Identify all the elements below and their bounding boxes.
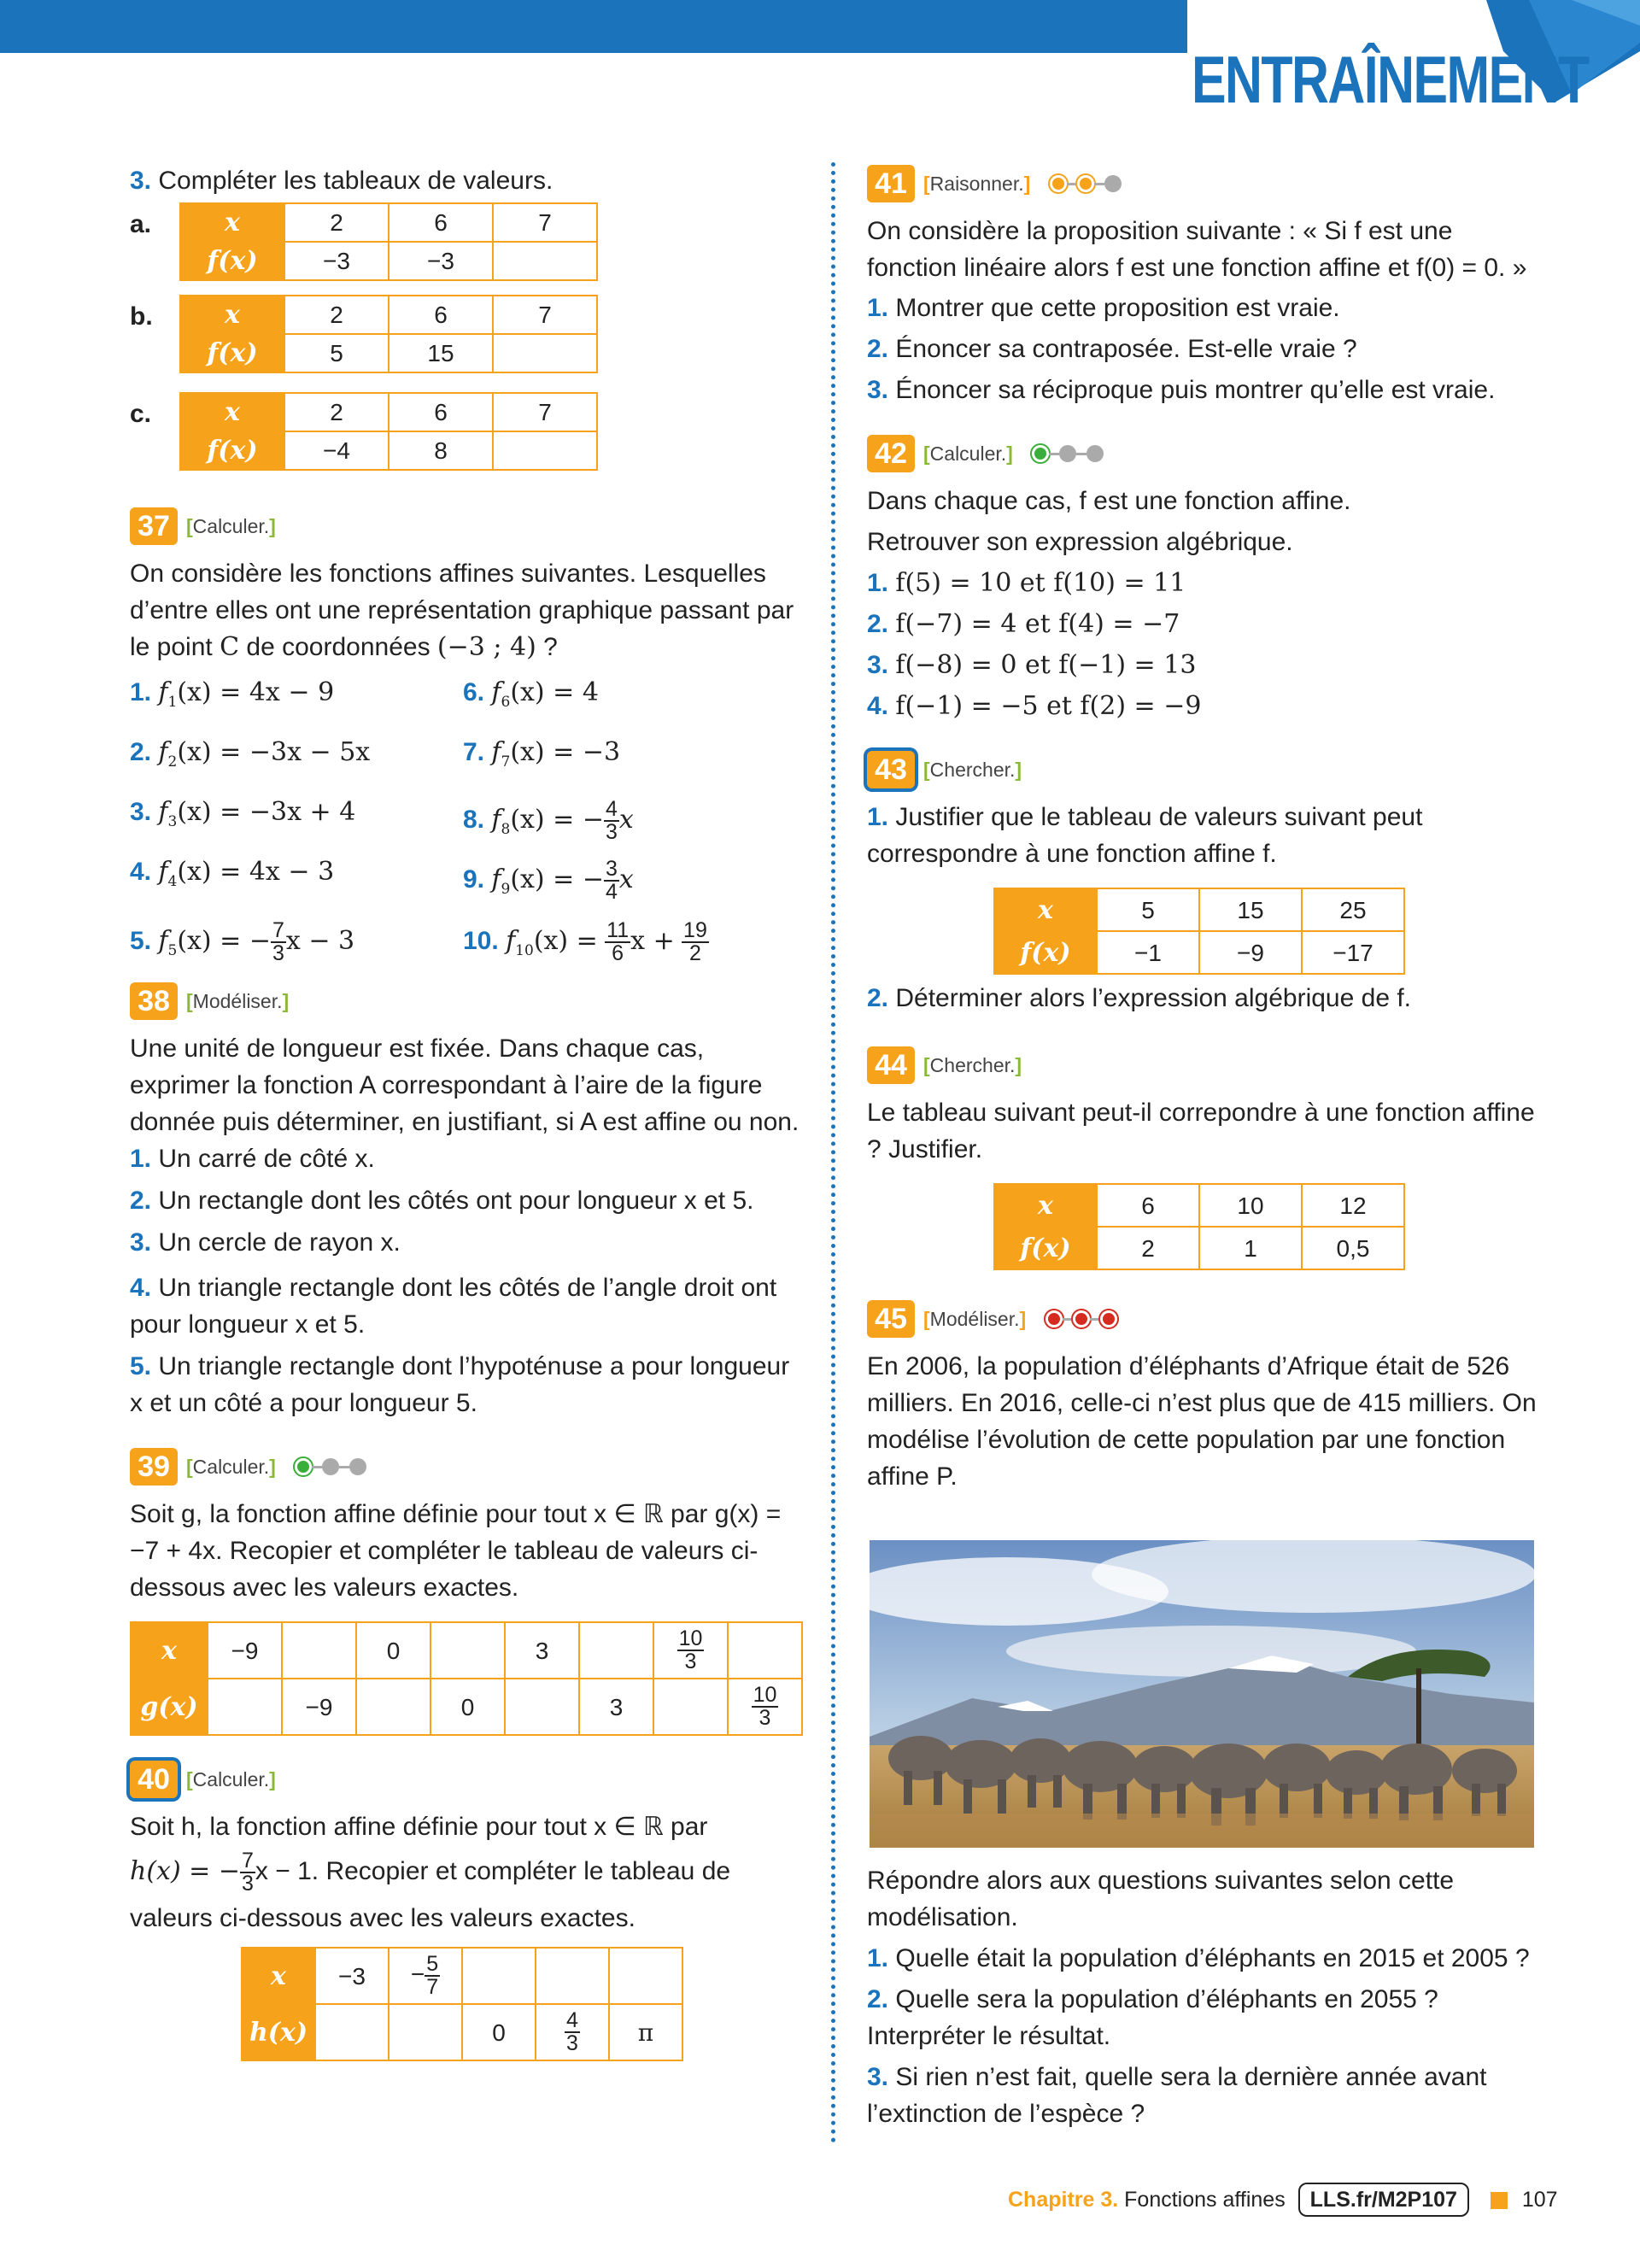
skill-tag: [Calculer.] — [923, 442, 1013, 465]
exercise-number-badge: 42 — [867, 435, 915, 472]
exercise-42-item: 1. f(5) = 10 et f(10) = 11 — [867, 568, 1186, 599]
exercise-39-text: Soit g, la fonction affine définie pour tout x ∈ ℝ par g(x) = −7 + 4x. Recopier et compléter le tableau de valeurs ci-dessous avec les valeurs exactes. — [130, 1500, 782, 1603]
value-table-44: x 6 10 12 f(x) 2 1 0,5 — [993, 1183, 1405, 1270]
exercise-37-text: On considère les fonctions affines suivantes. Lesquelles d’entre elles ont une représentation graphique passant par le point C de coordonnées (−3 ; 4) ? — [130, 560, 794, 663]
exercise-40 — [130, 1760, 805, 2061]
page-footer — [1008, 2183, 1558, 2217]
exercise-number-badge: 40 — [130, 1761, 178, 1798]
exercise-45-item: 1. Quelle était la population d’éléphants en 2015 et 2005 ? — [867, 1944, 1530, 1972]
skill-tag: [Chercher.] — [923, 758, 1022, 781]
tables-36 — [130, 202, 805, 478]
skill-tag: [Modéliser.] — [923, 1307, 1027, 1330]
exercise-42-item: 4. f(−1) = −5 et f(2) = −9 — [867, 691, 1202, 722]
exercise-41-header — [867, 164, 1542, 202]
header-bar — [0, 0, 1187, 53]
value-table-39: x −9 0 3 $\frac{10}{3}$ g(x) −9 0 3 $\frac{10}{3}$ — [130, 1621, 803, 1736]
skill-tag: [Calculer.] — [186, 514, 276, 537]
value-table-c: x 2 6 7 f(x) −4 8 — [179, 392, 598, 471]
exercise-45-questions — [867, 1862, 1542, 2132]
page-title: ENTRAÎNEMENT — [1192, 42, 1589, 117]
exercise-38 — [130, 982, 805, 1421]
function-item: 8. $f_8(x)$ = − $\frac{4}{3}$ x — [463, 797, 634, 845]
function-item: 6. $f_6(x) = 4$ — [463, 677, 599, 712]
value-table-40: x −3 − $\frac{5}{7}$ h(x) 0 $\frac{4}{3}$ π — [241, 1947, 683, 2061]
exercise-number-badge: 43 — [867, 751, 915, 788]
exercise-number-badge: 45 — [867, 1300, 915, 1338]
exercise-41-item: 1. Montrer que cette proposition est vraie. — [867, 294, 1340, 323]
right-column — [867, 164, 1542, 1495]
footer-link[interactable]: LLS.fr/M2P107 — [1298, 2183, 1469, 2217]
exercise-45-item: 3. Si rien n’est fait, quelle sera la dernière année avant l’extinction de l’espèce ? — [867, 2063, 1487, 2128]
exercise-40-header — [130, 1760, 805, 1798]
skill-tag: [Calculer.] — [186, 1767, 276, 1790]
exercise-42-item: 2. f(−7) = 4 et f(4) = −7 — [867, 609, 1180, 640]
function-list — [130, 674, 805, 973]
footer-chapter: Chapitre 3. — [1008, 2188, 1119, 2212]
exercise-40-text-3: valeurs ci-dessous avec les valeurs exactes. — [130, 1904, 636, 1933]
exercise-38-item: 3. Un cercle de rayon x. — [130, 1228, 401, 1257]
exercise-number-badge: 44 — [867, 1046, 915, 1084]
label-b: b. — [130, 302, 153, 331]
function-item: 10. $f_{10}(x)$ = $\frac{11}{6}$ x + $\frac{19}{2}$ — [463, 918, 707, 966]
exercise-38-header — [130, 982, 805, 1020]
difficulty-dots — [1020, 438, 1104, 466]
table-b-block — [130, 295, 805, 392]
exercise-43-q2: 2. Déterminer alors l’expression algébrique de f. — [867, 984, 1412, 1013]
column-divider — [831, 162, 835, 2144]
page-number: 107 — [1521, 2188, 1558, 2212]
label-a: a. — [130, 210, 152, 238]
exercise-42-item: 3. f(−8) = 0 et f(−1) = 13 — [867, 650, 1197, 681]
exercise-41 — [867, 164, 1542, 408]
table-c-block — [130, 392, 805, 478]
function-item: 5. $f_5(x)$ = − $\frac{7}{3}$ x − 3 — [130, 918, 355, 966]
exercise-38-item: 1. Un carré de côté x. — [130, 1145, 375, 1174]
function-item: 9. $f_9(x)$ = − $\frac{3}{4}$ x — [463, 857, 634, 905]
exercise-38-item: 5. Un triangle rectangle dont l’hypoténuse a pour longueur x et un côté a pour longueur 5. — [130, 1352, 790, 1418]
exercise-42 — [867, 434, 1542, 724]
left-column — [130, 162, 805, 2061]
exercise-40-text: Soit h, la fonction affine définie pour tout x ∈ ℝ par — [130, 1813, 708, 1842]
exercise-38-item: 2. Un rectangle dont les côtés ont pour longueur x et 5. — [130, 1187, 754, 1216]
exercise-41-item: 3. Énoncer sa réciproque puis montrer qu’elle est vraie. — [867, 376, 1496, 405]
exercise-37-header — [130, 507, 805, 545]
exercise-44 — [867, 1046, 1542, 1270]
difficulty-dots — [283, 1451, 366, 1480]
function-list-left — [130, 674, 463, 973]
exercise-39 — [130, 1447, 805, 1736]
skill-tag: [Raisonner.] — [923, 172, 1031, 195]
exercise-41-item: 2. Énoncer sa contraposée. Est-elle vraie ? — [867, 335, 1357, 364]
function-item: 1. $f_1(x) = 4x - 9$ — [130, 677, 335, 712]
exercise-number-badge: 38 — [130, 982, 178, 1020]
label-c: c. — [130, 400, 152, 428]
exercise-45-item: 2. Quelle sera la population d’éléphants en 2055 ? Interpréter le résultat. — [867, 1985, 1438, 2050]
function-item: 2. $f_2(x) = -3x - 5x$ — [130, 737, 371, 771]
difficulty-dots — [1034, 1304, 1117, 1332]
exercise-39-header — [130, 1447, 805, 1486]
exercise-38-item: 4. Un triangle rectangle dont les côtés de l’angle droit ont pour longueur x et 5. — [130, 1274, 777, 1339]
exercise-40-text-2: h(x) = − $\frac{7}{3}$ x − 1. Recopier et compléter le tableau de — [130, 1849, 731, 1896]
exercise-44-header — [867, 1046, 1542, 1084]
exercise-41-intro: On considère la proposition suivante : « Si f est une fonction linéaire alors f est une fonction affine et f(0) = 0. » — [867, 217, 1527, 283]
exercise-37 — [130, 507, 805, 973]
exercise-number-badge: 41 — [867, 165, 915, 202]
footer-title: Fonctions affines — [1124, 2188, 1286, 2212]
exercise-45-header — [867, 1299, 1542, 1338]
skill-tag: [Calculer.] — [186, 1455, 276, 1478]
exercise-38-intro: Une unité de longueur est fixée. Dans chaque cas, exprimer la fonction A correspondant à l’aire de la figure donnée puis déterminer, en justifiant, si A est affine ou non. — [130, 1034, 800, 1137]
function-item: 4. $f_4(x) = 4x - 3$ — [130, 857, 335, 891]
function-item: 7. $f_7(x) = -3$ — [463, 737, 621, 771]
function-list-right — [463, 674, 796, 973]
value-table-43: x 5 15 25 f(x) −1 −9 −17 — [993, 888, 1405, 975]
skill-tag: [Chercher.] — [923, 1053, 1022, 1076]
difficulty-dots — [1038, 168, 1122, 196]
exercise-number-badge: 37 — [130, 507, 178, 545]
value-table-a: x 2 6 7 f(x) −3 −3 — [179, 202, 598, 281]
exercise-45-intro: En 2006, la population d’éléphants d’Afrique était de 526 milliers. En 2016, celle-ci n’est plus que de 415 milliers. On modélise l’évolution de cette population par une fonction affine P. — [867, 1352, 1537, 1491]
exercise-45-after: Répondre alors aux questions suivantes selon cette modélisation. — [867, 1867, 1455, 1931]
elephants-photo — [870, 1540, 1534, 1848]
exercise-42-header — [867, 434, 1542, 472]
skill-tag: [Modéliser.] — [186, 989, 290, 1012]
exercise-36-q3: 3. Compléter les tableaux de valeurs. — [130, 167, 554, 195]
value-table-b: x 2 6 7 f(x) 5 15 — [179, 295, 598, 373]
footer-square-icon — [1491, 2192, 1508, 2209]
exercise-43 — [867, 750, 1542, 1017]
exercise-43-header — [867, 750, 1542, 788]
exercise-45 — [867, 1299, 1542, 1495]
table-a-block — [130, 202, 805, 295]
function-item: 3. $f_3(x) = -3x + 4$ — [130, 797, 356, 831]
exercise-44-text: Le tableau suivant peut-il correpondre à une fonction affine ? Justifier. — [867, 1099, 1535, 1164]
exercise-43-q1: 1. Justifier que le tableau de valeurs suivant peut correspondre à une fonction affine f. — [867, 803, 1423, 869]
exercise-42-intro: Dans chaque cas, f est une fonction affine. — [867, 487, 1351, 516]
exercise-number-badge: 39 — [130, 1448, 178, 1486]
exercise-42-intro-2: Retrouver son expression algébrique. — [867, 528, 1293, 557]
